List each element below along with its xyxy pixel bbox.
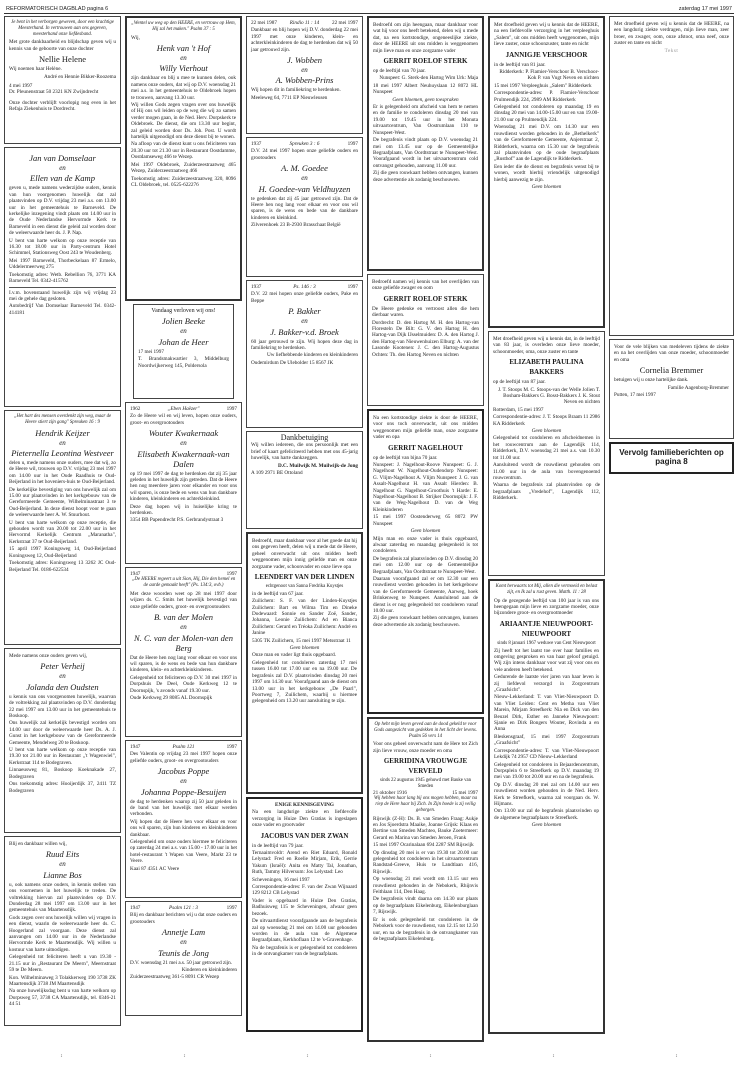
ad-text: De uitvaartdienst voorafgaande aan de begrafenis zal op woensdag 21 mei om 14.00 uur gehouden worden in de aula van de Algemene Begraafplaats, Kerkhoflaan 12 te 's-Gravenhage. bbox=[252, 918, 357, 944]
ad-text: Op dinsdag 20 mei is er van 19.30 tot 20.00 uur gelegenheid tot condoleren in het uitvaartcentrum Randstad-Greeve, Huis te Landtlaan 416, Rijswijk. bbox=[373, 849, 478, 875]
ad-shop: Autobedrijf Van Domselaar Barneveld Tel. 0342-414181 bbox=[9, 303, 116, 316]
ad-text: Na een langdurige ziekte en liefdevolle verzorging in Huize Den Gratias is ingeslapen onze vader en grootvader bbox=[252, 809, 357, 829]
ad-obituary-bakkers bbox=[488, 331, 605, 576]
ad-name: Elisabeth Kwakernaak-van Dalen bbox=[137, 448, 230, 469]
year-start: 1947 bbox=[130, 571, 141, 577]
ad-address: Linnaeusweg 81, Boskoop Koeknakade 27, Bodegraven bbox=[9, 767, 116, 780]
ad-text: De Heere gedenke en vertroost allen die hem dierbaar waren. bbox=[372, 305, 479, 319]
ad-address: Kaai 87 4351 AC Veere bbox=[130, 865, 180, 872]
ad-address: Oude Kerkweg 29 8085 AL Doornspijk bbox=[130, 695, 213, 702]
ad-note: Geen bloemen bbox=[531, 822, 562, 829]
ad-name: P. Bakker bbox=[288, 306, 321, 317]
ad-name: Teunis de Jong bbox=[158, 947, 209, 958]
ad-text: Met droefheid geven wij u kennis dat de HEERE, na een liefdevolle verzorging in het verpleeghuis „Salem", uit ons midden heeft weggenomen, mijn lieve zuster, onze schoonzuster, tante en nicht bbox=[494, 22, 599, 48]
ad-obituary-verschoor bbox=[488, 16, 605, 328]
ad-text: Wij willen iedereen, die ons persoonlijk met een brief of kaart gefeliciteerd hebben met ons 45-jarig huwelijk, van harte dankzeggen. bbox=[251, 442, 358, 462]
ad-family: J. T. Stoops M. C. Stoops-van der Welle Jolien T. Bosham-Bakkers G. Bosst-Bakkers J. K. Stout Neven en nichten bbox=[498, 386, 600, 406]
ad-name: Ruud Eits bbox=[45, 849, 80, 860]
deceased-name: JACOBUS VAN DER ZWAN bbox=[260, 831, 349, 840]
verse: Spreuken 3 : 6 bbox=[289, 141, 320, 147]
registration-mark: ↕ bbox=[552, 1054, 555, 1059]
ad-continued bbox=[609, 16, 734, 336]
ad-family: Rijswijk (Z-H): Ds. B. van Smeden Fraag: Aukje en Jos Sjoerdstra Maaike, Joanne Grijsk: Klaas en Bertine van Smeden Machteo, Bauke Zoetermeer: Gerard en Marina van Smeden Jeroen, Frank bbox=[373, 815, 478, 841]
ad-address: Zuiderzeestraatweg 361-5 8091 CR Wezep bbox=[130, 974, 220, 981]
ad-text: Gelegenheid tot condoleren zaterdag 17 mei tussen 16.00 tot 17.00 uur en na 19.00 uur. De begrafenis zal D.V. plaatsvinden dinsdag 20 mei 1997 om 14.30 uur. Voorafgaand aan de dienst om 13.00 uur in het kerkgebouw „De Paarl", Poortweg 7, Zuilichem, waarbij u hiermee gelegenheid om 13.20 uur aansluiting te zijn. bbox=[252, 659, 357, 705]
ad-text: Op de gezegende leeftijd van 100 jaar is van ons heengegaan mijn lieve en zorgzame moeder, onze bijzondere groot- en overgrootmoeder bbox=[494, 597, 599, 617]
ad-text: Gelegenheid om onze ouders hiermee te feliciteren op zaterdag 24 mei a.s. van 15.00 - 17.00 uur in het hotel-restaurant 't Wapen van Veere, Markt 23 te Veere. bbox=[130, 839, 237, 865]
ad-text: U bent van harte welkom op onze receptie van 19.30 tot 21.00 uur in Restaurant „'t Wagenwiel", Kerkstraat 114 te Bodegraven. bbox=[9, 747, 116, 766]
ad-text: Wij, bbox=[131, 34, 140, 41]
ad-obituary-verveld bbox=[367, 717, 484, 1042]
ad-address: Correspondentie-adres: T. van Vliet-Nieuwpoort Lekdijk 74 2957 CD Nieuw-Lekkerland bbox=[494, 747, 599, 761]
ad-anniversary-goedee: 1937 Spreuken 3 : 6 1997 D.V. 24 mei 1997 hopen onze geliefde ouders en grootouders A. M. Goedee en H. Goedee-van Veldhuyzen te gedenken dat zij 45 jaar getrouwd zijn. Dat de Heere hen nog lang voor elkaar en voor ons wil sparen, is de wens en bede van de dankbare kinderen en kleinkind. Zilverenhoek 23 B-2930 Brasschaat België bbox=[246, 137, 363, 277]
ad-name: Henk van 't Hof bbox=[156, 43, 211, 53]
ad-text: Na een kortstondige ziekte is door de HEERE, voor ons toch onverwacht, uit ons midden weggenomen mijn geliefde man, onze zorgzame vader en opa bbox=[373, 415, 478, 441]
ad-date: 5305 TK Zuilichem, 15 mei 1997 Metsstraat 11 bbox=[252, 637, 351, 644]
ad-text: De kerkelijke bevestiging van ons huwelijk zal om 15.00 uur plaatsvinden in het kerkgebouw van de Gereformeerde Gemeente, Wilhelminastraat 3 te Oud-Beijerland. In deze dienst hoopt voor te gaan de weleerwaarde heer A. W. Stuurhout. bbox=[9, 486, 116, 519]
ad-family: Nieuw-Lekkerland: T. van Vliet-Nieuwpoort D. van Vliet Leiden: Cent en Metha van Vliet Marein, Mirjam Streefkerk: Nia en Dick van den Beuzel Dirk, Esther en Janneke Nieuwpoort: Sjanie en Dirk Bongers Wouter, Rovinda a en Anna bbox=[494, 694, 599, 733]
ad-text: Met grote dankbaarheid en blijdschap geven wij u kennis van de geboorte van onze dochter bbox=[9, 39, 116, 52]
ad-anniversary-bakker: 1937 Ps. 146 : 3 1997 D.V. 22 mei hopen onze geliefde ouders, Pake en Beppe P. Bakker en J. Bakker-v.d. Broek 60 jaar getrouwd te zijn. Wij hopen deze dag in familiekring te herdenken. Uw liefhebbende kinderen en kleinkinderen Oudemirdum De Ulebolder 15 8567 JK bbox=[246, 280, 363, 428]
ad-text: 60 jaar getrouwd te zijn. Wij hopen deze dag in familiekring te herdenken. bbox=[251, 338, 358, 352]
ad-family: Nunspeet: J. Nagelhout-Roove Nunspeet: G. J. Nagelhout W. Nagelhout-Oudendorp Nunspeet: G. Vlijm-Nagelhout A. Vlijm Nunspeet: J. G. van Assalt-Nagelhout H. van Assalt Hierden: B. Nagelhout G. Nagelhout-Groothuis 't Harde: E. Nagelhout-Nagelhout B. Strijker Doornspijk: J. F. van de Weg-Nagelhout D. van de Weg Kleinkinderen bbox=[373, 462, 478, 513]
ad-text: Gelegenheid tot condoleren in Bejaardencentrum, Dorpsplein 6 te Streefkerk op D.V. maandag 19 mei van 19.00 tot 20.00 uur en na de begrafenis. bbox=[494, 761, 599, 781]
ad-signature: Kinderen en kleinkinderen bbox=[181, 967, 237, 974]
ad-text: De begrafenis zal plaatsvinden op D.V. dinsdag 20 mei om 12.00 uur op de Gemeentelijke Begraafplaats, Van Oordtstraat te Nunspeet-West. bbox=[373, 555, 478, 575]
deceased-name: ARIAANTJE NIEUWPOORT-NIEUWPOORT bbox=[499, 619, 594, 638]
ad-obituary-nieuwpoort bbox=[488, 579, 605, 1034]
ad-text: Aansluitend wordt de rouwdienst gehouden om 11.00 uur in de aula van bovengenoemd rouwcentrum. bbox=[493, 462, 600, 481]
ad-obituary-sterk bbox=[367, 16, 484, 271]
ad-age: op de leeftijd van 70 jaar. bbox=[373, 68, 426, 75]
ad-address: Correspondentie-adres: P. Flamier-Verschoor Prulmendijk 224, 2989 AM Ridderkerk bbox=[494, 90, 599, 103]
ad-text: Na de begrafenis is er gelegenheid tot condoleren in de ontvangkamer van de begraafplaats. bbox=[252, 944, 357, 958]
ad-name: A. Wobben-Prins bbox=[275, 75, 334, 86]
ad-name: Jolien Beeke bbox=[161, 316, 206, 327]
registration-mark: ↕ bbox=[183, 1054, 186, 1059]
ad-signature: Uw liefhebbende kinderen en kleinkinderen bbox=[266, 352, 358, 359]
registration-marks bbox=[0, 1054, 738, 1064]
deceased-name: JANNIGJE VERSCHOOR bbox=[505, 50, 588, 59]
ad-text: u, ook namens onze ouders, in kennis stellen van ons voornemen in het huwelijk te treden. De voltrekking hiervan zal plaatsvinden op D.V. Donderdag 28 mei 1997 om 13.00 uur in het gemeentehuis van Maartensdijk. bbox=[9, 881, 116, 914]
ad-subtitle: sinds 22 augustus 1945 gehuwd met Bauke van Smeden bbox=[380, 778, 471, 789]
verse: Psalm 121 bbox=[172, 744, 195, 750]
ad-text: Op D.V. dinsdag 20 mei zal om 14.00 uur een rouwdienst worden gehouden in de Ned. Herv. Kerk te Streefkerk, waarna zal voorgaan ds. W. Hijmans. bbox=[494, 781, 599, 807]
date-end: 22 mei 1997 bbox=[332, 20, 358, 26]
verse: „Wentel uw weg op den HEERE, en vertrouw op Hem, Hij zal het maken." Psalm 37 : 5 bbox=[131, 21, 236, 32]
ad-name: Annetje Lam bbox=[161, 927, 206, 938]
ad-age: op de leeftijd van 87 jaar. bbox=[493, 379, 546, 386]
year-start: 1947 bbox=[130, 744, 141, 750]
ad-signature: Familie Aagenborg-Bremmer bbox=[667, 384, 729, 391]
ad-text: Met droefheid geven wij u kennis dat de HEERE, na een langdurig ziekte verdragen, mijn lieve man, zeer broer, en zwager, oom, onze afstoot, oma neef, onze zuster en tante en nicht bbox=[614, 21, 729, 47]
ad-date: Putten, 17 mei 1997 bbox=[614, 392, 656, 399]
continued-notice bbox=[609, 442, 734, 474]
ad-note: Geen bloemen bbox=[531, 183, 562, 190]
deceased-name: GERRIDINA VROUWGJE VERVELD bbox=[383, 757, 468, 776]
header-right: zaterdag 17 mei 1997 bbox=[678, 5, 732, 12]
ad-text: Mede namens onze ouders geven wij, bbox=[9, 653, 88, 659]
ad-note: Geen bloemen, geen toespraken bbox=[392, 96, 459, 103]
verse: Wij hebben haar lang bij ons mogen hebben, maar na riep de Here haar bij Zich. In Zijn hoede is zij veilig geborgen. bbox=[373, 796, 478, 813]
ad-address: Meeleweg 64, 7711 EP Nieuwleusen bbox=[251, 94, 328, 101]
ad-date: Scheveningen, 16 mei 1997 bbox=[252, 876, 310, 883]
deceased-name: GERRIT ROELOF STERK bbox=[383, 294, 468, 303]
ad-text: Zij die geen rouwkaart hebben ontvangen, kunnen deze advertentie als zodanig beschouwen. bbox=[373, 170, 478, 183]
verse: Je bent in het verborgen geweven, door een krachtige Meesterhand. In vertrouwen aan ons gegeven, meesterhand onze liefdesband. bbox=[11, 20, 114, 37]
ad-name: Peter Verheij bbox=[40, 661, 85, 672]
ad-address: 3354 BB Papendrecht P.S. Gerbrandystraat 3 bbox=[130, 517, 224, 524]
ad-text: Voor ons geheel onverwacht nam de Here tot Zich zijn lieve vrouw, onze moeder en oma bbox=[373, 741, 478, 754]
year-start: 1962 bbox=[130, 406, 141, 412]
deceased-name: ELIZABETH PAULINA BAKKERS bbox=[509, 358, 584, 377]
ad-title: ENIGE KENNISGEVING bbox=[275, 802, 334, 808]
ad-text: Woensdag 21 mei D.V. om 14.30 uur een rouwdienst worden gehouden in de „Bethelkerk" van de Gereformeerde Gemeente, Anjerstraat 2, Ridderkerk, waarna om 15.30 uur de begrafenis zal plaatsvinden op de oude begraafplaats „Rusthof" aan de Lagendijk te Ridderkerk. bbox=[494, 124, 599, 163]
ad-anniversary-molen: 1947 1997 „De HEERE regeert u uit Sion, Hij, Die den hemel en de aarde gemaakt heeft" (Ps. 134:3, ovb.) Met deze woorden weet op 28 mei 1997 door wijzen ds. C. Smits het huwelijk bevestigd van onze geliefde ouders, groot- en overgrootouders B. van der Molen en N. C. van der Molen-van den Berg Dat de Heere hen nog lang voor elkaar en voor ons wil sparen, is de wens en bede van hun dankbare kinderen, klein- en achterkleinkinderen. Gelegenheid tot feliciteren op D.V. 30 mei 1997 in Dorpshuis De Deel, Oude Kerkweg 12 te Doornspijk, 's avonds vanaf 19.30 uur. Oude Kerkweg 29 8085 AL Doornspijk bbox=[125, 567, 242, 737]
date-end: 1997 bbox=[347, 141, 358, 147]
date-end: 1997 bbox=[347, 284, 358, 290]
ad-text: Gedurende de laatste vier jaren van haar leven is zij liefdevol verzorgd in Zorgcentrum „Graafsicht". bbox=[494, 674, 599, 694]
verse: Psalm 121 : 3 bbox=[169, 905, 198, 911]
ad-text: Vandaag verloven wij ons! bbox=[151, 308, 216, 314]
ad-address: A 109 2971 BE Ottoland bbox=[251, 470, 303, 477]
birth-date: 21 oktober 1916 bbox=[373, 789, 408, 796]
ad-name: Jan van Domselaar bbox=[29, 153, 96, 163]
ad-address: Kon. Wilhelminaweg 3 Tolakkerweg 190 3738 ZK Maartensdijk 3738 JM Maartensdijk bbox=[9, 974, 116, 987]
ad-text: I.v.m. bovenstaand huwelijk zijn wij vrijdag 23 mei de gehele dag gesloten. bbox=[9, 289, 116, 302]
ad-text: Onze dochter verblijft voorlopig nog even in het Refaja Ziekenhuis te Dordrecht. bbox=[9, 99, 116, 113]
ad-text: D.V. 24 mei 1997 hopen onze geliefde ouders en grootouders bbox=[251, 148, 358, 161]
ad-text: Wij hopen dit in familiekring te herdenken. bbox=[251, 87, 341, 94]
ad-text: Des Valentin op vrijdag 23 mei 1997 hopen onze geliefde ouders, groot- en overgrootouders bbox=[130, 751, 237, 764]
ad-text: D.V. woensdag 21 mei a.s. 50 jaar getrouwd zijn. bbox=[130, 959, 233, 966]
ad-address: Toekomstig adres: Koningsweg 13 3262 JC Oud-Beijerland Tel. 0186-622534 bbox=[9, 560, 116, 573]
ad-name: Willy Vierhout bbox=[159, 63, 208, 74]
verse: „Het hart des mensen overdenkt zijn weg, maar de Heere stiert zijn gang" Spreuken 16 : 9 bbox=[13, 414, 112, 425]
ad-text: Na onze huwelijksdag bent u van harte welkom op Dorpsweg 57, 3738 CA Maartensdijk, tel. 0346-21 44 51 bbox=[9, 988, 116, 1008]
ad-text: Wij hopen dat de Heere hen voor elkaar en voor ons wil sparen, zijn hun kinderen en kleinkinderen dankbaar. bbox=[130, 818, 237, 838]
ad-text: Blij en dankbaar berichten wij u dat onze ouders en grootouders bbox=[130, 912, 237, 925]
ad-wedding-keijzer: „Het hart des mensen overdenkt zijn weg, maar de Heere stiert zijn gang" Spreuken 16 : 9 Hendrik Keijzer en Pieternella Leontina Westveer delen u, mede namens onze ouders, mee dat wij, zo de Heere wil, trouwen op D.V. vrijdag 23 mei 1997 om 14.00 uur in het Oude Raadhuis te Oud-Beijerland in het hoveniers-huis te Oud-Beijerland. De kerkelijke bevestiging van ons huwelijk zal om 15.00 uur plaatsvinden in het kerkgebouw van de Gereformeerde Gemeente, Wilhelminastraat 3 te Oud-Beijerland. In deze dienst hoopt voor te gaan de weleerwaarde heer A. W. Stuurhout. U bent van harte welkom op onze receptie, die gehouden wordt van 20.00 tot 22.00 uur in het Hervormd Kerkelijk Centrum „Maranatha", Kerkstraat 37 te Oud-Beijerland. 15 april 1997 Koningsweg 14, Oud-Beijerland Koningsweg 12, Oud-Beijerland Toekomstig adres: Koningsweg 13 3262 JC Oud-Beijerland Tel. 0186-622534 bbox=[4, 410, 121, 645]
ad-family: Ternaaimvoldr: Arend en Riet Eduard, Ronald Lelystad: Fred en Roelie Mirjam, Erik, Gerrie Yakum (Israël): Anita en Matty Tal, Jonathan, Ruth, Tammy Hilversum: Jos Lelystad: Leo bbox=[252, 850, 357, 876]
ad-parents: André en Hennie Bikker-Roozema bbox=[43, 73, 116, 80]
ad-date: 4 mei 1997 bbox=[9, 83, 33, 90]
ad-anniversary-wobben: 22 mei 1987 Rindio 11 : 14 22 mei 1997 Dankbaar en blij hopen wij D.V. donderdag 22 mei 1997 met onze kinderen, klein- en achterkleinkinderen de dag te herdenken dat wij 50 jaar getrouwd zijn. J. Wobben en A. Wobben-Prins Wij hopen dit in familiekring te herdenken. Meeleweg 64, 7711 EP Nieuwleusen bbox=[246, 16, 363, 134]
ad-text: zijn dankbaar en blij u mee te kunnen delen, ook namens onze ouders, dat wij op D.V. woensdag 21 mei a.s. in het gemeentehuis te Oldebroek hopen te trouwen, aanvang 13.30 uur. bbox=[131, 75, 236, 101]
ad-text: de dag te herdenken waarop zij 50 jaar geleden in de band van het huwelijk met elkaar werden verbonden. bbox=[130, 798, 237, 818]
ad-name: Johanna Poppe-Besuijen bbox=[140, 786, 227, 797]
ad-wedding-eits: Blij en dankbaar willen wij, Ruud Eits en Lianne Bos u, ook namens onze ouders, in kennis stellen van ons voornemen in het huwelijk te treden. De voltrekking hiervan zal plaatsvinden op D.V. Donderdag 28 mei 1997 om 13.00 uur in het gemeentehuis van Maartensdijk. Gods zegen over ons huwelijk willen wij vragen in een dienst, waarin de weleerwaarde heer ds. C. Hoogerland zal voorgaan. Deze dienst zal aanvangen om 14.00 uur in de Nederlandse Hervormde Kerk te Maartensdijk. Wij willen u kostuur van harte uitnodigen. Gelegenheid tot feliciteren heeft u van 19.30 - 21.15 uur in „Restaurant De Meern", Meernstraat 59 te De Meern. Kon. Wilhelminaweg 3 Tolakkerweg 190 3738 ZK Maartensdijk 3738 JM Maartensdijk Na onze huwelijksdag bent u van harte welkom op Dorpsweg 57, 3738 CA Maartensdijk, tel. 0346-21 44 51 bbox=[4, 836, 121, 1026]
verse: Rindio 11 : 14 bbox=[289, 20, 320, 26]
ad-text: op 19 mei 1997 de dag te herdenken dat zij 35 jaar geleden in het huwelijk zijn getreden. Dat de Heere hen nog meerdere jaren voor elkander en voor ons wil sparen, is onze bede en wens van hun dankbare kinderen, kleinkinderen en achterkleinkind. bbox=[130, 470, 237, 503]
ad-text: Ons huwelijk zal kerkelijk bevestigd worden om 14.00 uur door de weleerwaarde heer Ds. A. J. Gunst in het kerkgebouw van de Gereformeerde Gemeente, Mendelweg 20 te Boskoop. bbox=[9, 720, 116, 746]
ad-anniversary-poppe: 1947 Psalm 121 1997 Des Valentin op vrijdag 23 mei 1997 hopen onze geliefde ouders, groot- en overgrootouders Jacobus Poppe en Johanna Poppe-Besuijen de dag te herdenken waarop zij 50 jaar geleden in de band van het huwelijk met elkaar werden verbonden. Wij hopen dat de Heere hen voor elkaar en voor ons wil sparen, zijn hun kinderen en kleinkinderen dankbaar. Gelegenheid om onze ouders hiermee te feliciteren op zaterdag 24 mei a.s. van 15.00 - 17.00 uur in het hotel-restaurant 't Wapen van Veere, Markt 23 te Veere. Kaai 87 4351 AC Veere bbox=[125, 740, 242, 898]
ad-text: Met droefheid geven wij u kennis dat, in de leeftijd van 83 jaar, is overleden onze lieve moeder, schoonmoeder, oma, onze zuster en tante bbox=[493, 336, 600, 355]
ad-name: Cornelia Bremmer bbox=[639, 365, 704, 376]
ad-thanks-bremmer bbox=[609, 339, 734, 439]
ad-text: Wij willen Gods zegen vragen over ons huwelijk of Hij ons wil leiden op de weg die wij zo samen verder mogen gaan, in de Ned. Herv. Dorpskerk te Oldebroek. De dienst, die om 13.30 uur begint, zal geleid worden door Ds. Joh. Post. U wordt hartelijk uitgenodigd om deze dienst bij te wonen. bbox=[131, 102, 236, 141]
ad-note: Geen bloemen bbox=[289, 645, 320, 652]
ad-text: Een ieder die de dienst en begrafenis wenst bij te wonen, wordt hierbij vriendelijk uitgenodigd hierbij aanwezig te zijn. bbox=[494, 163, 599, 183]
ad-name: J. Wobben bbox=[286, 55, 323, 66]
ad-date: 17 mei 1997 bbox=[138, 348, 164, 355]
registration-mark: ↕ bbox=[60, 1054, 63, 1059]
ad-text: Na afloop van de dienst kunt u ons feliciteren van 20.30 uur tot 21.30 uur in Restaurant Oostdamme, Oostdamseweg 466 te Wezep. bbox=[131, 141, 236, 161]
ad-text: Gelegenheid tot feliciteren op D.V. 30 mei 1997 in Dorpshuis De Deel, Oude Kerkweg 12 te Doornspijk, 's avonds vanaf 19.30 uur. bbox=[130, 674, 237, 694]
header-left: REFORMATORISCH DAGBLAD pagina 6 bbox=[6, 5, 109, 12]
ad-name: Jolanda den Oudsten bbox=[26, 681, 99, 692]
ad-address: Correspondentie-adres: J. T. Stoops Braam 11 2986 KA Ridderkerk bbox=[493, 414, 600, 427]
ad-thanks-muilwijk bbox=[246, 431, 363, 529]
ad-address: T. Brandsmakwartier 3, Middelburg Noordwijkerweg 145, Poldersola bbox=[138, 356, 229, 369]
ad-text: Op woensdag 21 mei wordt om 13.15 uur een rouwdienst gehouden in de Nebokerk, Rhijnvis Feithlaan 114, Den Haag. bbox=[373, 876, 478, 896]
ad-text: Bedroefd, maar dankbaar voor al het goede dat hij ons gegeven heeft, delen wij u mede dat de Heere, geheel onverwacht uit ons midden heeft weggenomen mijn innig geliefde man en onze zorgzame vader, schoonvader en onze lieve opa bbox=[252, 538, 357, 570]
ad-family: Nunspeet: G. Sterk-den Hartog Wim Urk: Maja bbox=[379, 75, 478, 82]
ad-wedding-domselaar: Jan van Domselaar en Ellen van de Kamp geven u, mede namens wederzijdse ouders, kennis van hun voorgenomen huwelijk dat zal plaatsvinden op D.V. vrijdag 23 mei a.s. om 13.00 uur in het gemeentehuis te Barneveld. De kerkelijke inzegening vindt plaats om 14.00 uur in de Oude Nederlandse Hervormde Kerk te Barneveld in een dienst die geleid zal worden door de weleerwaarde heer ds. J. P. Nap. U bent van harte welkom op onze receptie van 16.30 tot 18.00 uur in Party-centrum Hotel Schimmel, Stationsweg Oost 243 te Woudenberg. Mei 1997 Barneveld, Thorbeckelaan 87 Ermelo, Uddelermeerweg 275 Toekomstig adres: Wetb. Rebellion 76, 3771 KA Barneveld Tel. 0342-415762 I.v.m. bovenstaand huwelijk zijn wij vrijdag 23 mei de gehele dag gesloten. Autobedrijf Van Domselaar Barneveld Tel. 0342-414181 bbox=[4, 147, 121, 407]
ad-text: Vader is opgebaard in Huize Den Gratias, Badhuisweg 115 te Scheveningen, afwaar geen bezoek. bbox=[252, 897, 357, 917]
ad-text: D.V. 22 mei hopen onze geliefde ouders, Pake en Beppe bbox=[251, 291, 358, 304]
ad-note: Geen bloemen bbox=[531, 428, 562, 435]
ad-address: Ons toekomstig adres: Hooijerdijk 37, 2411 TZ Bodegraven bbox=[9, 781, 116, 794]
ad-date: 15 mei 1997 Ocarinalaan 694 2287 SM Rijswijk bbox=[373, 842, 474, 849]
ad-text: Wij noemen haar Helène. bbox=[9, 66, 62, 73]
column-5 bbox=[488, 16, 605, 1034]
ad-name: Johan de Heer bbox=[158, 336, 209, 347]
year-end: 1997 bbox=[226, 571, 237, 577]
ad-address: Toekomstig adres: Wetb. Rebellion 76, 3771 KA Barneveld Tel. 0342-415762 bbox=[9, 271, 116, 285]
ad-text: delen u, mede namens onze ouders, mee dat wij, zo de Heere wil, trouwen op D.V. vrijdag 23 mei 1997 om 14.00 uur in het Oude Raadhuis te Oud-Beijerland in het hoveniers-huis te Oud-Beijerland. bbox=[9, 460, 116, 486]
ad-age: in de leeftijd van 81 jaar. bbox=[494, 61, 546, 68]
registration-mark: ↕ bbox=[306, 1054, 309, 1059]
verse: Op hebt mijn leven geved aan de dood gekeld te voor Gods aangezicht van gedekken in het licht der levens. Psalm 56 vers 14 bbox=[374, 722, 477, 739]
ad-address: 15 april 1997 Koningsweg 14, Oud-Beijerland Koningsweg 12, Oud-Beijerland bbox=[9, 546, 116, 559]
year-end: 1997 bbox=[226, 905, 237, 911]
deceased-name: GERRIT NAGELHOUT bbox=[388, 443, 463, 452]
ad-text: Er is ook gelegenheid tot condoleren in de Nebokerk voor de rouwdienst, van 12.15 tot 12.50 uur, en na de begrafenis in de ontvangkamer van de begraafplaats Eikelenburg. bbox=[373, 916, 478, 942]
ad-text: Zij die geen rouwkaart hebben ontvangen, kunnen deze advertentie als zodanig beschouwen. bbox=[373, 615, 478, 628]
ad-name: N. C. van der Molen-van den Berg bbox=[134, 632, 233, 653]
ad-address: Mei 1997 Barneveld, Thorbeckelaan 87 Ermelo, Uddelermeerweg 275 bbox=[9, 257, 116, 271]
ad-date: 18 mei 1997 Albert Neuhuyslaan 12 8072 HL Nunspeet bbox=[373, 82, 478, 96]
ad-text: Tekst bbox=[664, 47, 679, 54]
column-1 bbox=[4, 16, 121, 1026]
date-start: 22 mei 1987 bbox=[251, 20, 277, 26]
ad-name: J. Bakker-v.d. Broek bbox=[270, 326, 339, 337]
year-end: 1997 bbox=[226, 406, 237, 412]
ad-text: Om 13.00 uur zal de begrafenis plaatsvinden op de algemene begraafplaats te Streefkerk. bbox=[494, 808, 599, 821]
deceased-name: GERRIT ROELOF STERK bbox=[383, 57, 468, 66]
column-6 bbox=[609, 16, 734, 474]
death-date: 15 mei 1997 bbox=[452, 789, 478, 796]
continued-text: Vervolg familieberichten op pagina 8 bbox=[619, 448, 724, 466]
page-header bbox=[4, 4, 734, 14]
ad-text: Waarna de begrafenis zal plaatsvinden op de begraafplaats „Vredehof", Lagendijk 112, Ridderkerk. bbox=[493, 482, 600, 502]
ad-text: Gods zegen over ons huwelijk willen wij vragen in een dienst, waarin de weleerwaarde heer ds. C. Hoogerland zal voorgaan. Deze dienst zal aanvangen om 14.00 uur in de Nederlandse Hervormde Kerk te Maartensdijk. Wij willen u kostuur van harte uitnodigen. bbox=[9, 914, 116, 953]
date-start: 1937 bbox=[251, 141, 262, 147]
ad-anniversary-lam: 1947 Psalm 121 : 3 1997 Blij en dankbaar berichten wij u dat onze ouders en grootouders Annetje Lam en Teunis de Jong D.V. woensdag 21 mei a.s. 50 jaar getrouwd zijn. Kinderen en kleinkinderen Zuiderzeestraatweg 361-5 8091 CR Wezep bbox=[125, 901, 242, 1016]
ad-note: Geen bloemen bbox=[410, 528, 441, 535]
ad-text: te gedenken dat zij 45 jaar getrouwd zijn. Dat de Heere hen nog lang voor elkaar en voor ons wil sparen, is de wens en bede van de dankbare kinderen en kleinkind. bbox=[251, 195, 358, 221]
ad-obituary-zwan bbox=[246, 797, 363, 1032]
year-end: 1997 bbox=[226, 744, 237, 750]
ad-obituary-linden bbox=[246, 532, 363, 794]
ad-text: Bedroefd namen wij kennis van het overlijden van onze geliefde zwager en oom bbox=[372, 279, 479, 292]
verse: „De HEERE regeert u uit Sion, Hij, Die den hemel en de aarde gemaakt heeft" (Ps. 134:3, ovb.) bbox=[131, 577, 236, 589]
ad-address: Oudemirdum De Ulebolder 15 8567 JK bbox=[251, 359, 334, 366]
ad-text: Er is gelegenheid om afscheid van hem te nemen en de familie te condoleren dinsdag 20 mei van 19.00 tot 19.45 uur in het Monuta uitvaartcentrum, Van Oostrumlaan 110 te Nunspeet-West. bbox=[373, 104, 478, 136]
ad-text: Bedroefd om zijn heengaan, maar dankbaar voor wat hij voor ons heeft betekend, delen wij u mede dat, na een kortstondige, ongeneeslijke ziekte, door de HEERE uit ons midden is weggenomen mijn lieve man en onze zorgzame vader bbox=[373, 22, 478, 54]
deceased-name: LEENDERT VAN DER LINDEN bbox=[254, 573, 355, 582]
ad-date: 15 mei 1997 Oostenderweg 65 8072 PW Nunspeet bbox=[373, 514, 478, 527]
ad-text: u kennis van ons voorgenomen huwelijk, waarvan de voltrekking zal plaatsvinden op D.V. donderdag 22 mei 1997 om 13.00 uur in het gemeentehuis te Boskoop. bbox=[9, 693, 116, 720]
ad-family: Zuilichem: S. F. van der Linden-Kuystjes Zuilichem: Bart en Wilma Tim en Dineke Dodewaard: Sonnie en Sander Zoë, Sander, Johanna, Leonie Zuilichem: Ad en Bianca Zuilichem: Gerard en Tréoka Zuilichem: André en Janine bbox=[252, 598, 357, 637]
ad-text: Zij heeft tot het laatst toe over haar families en omgeving gesproken en van haar geloof getuigd. Wij zijn intens dankbaar voor wat zij voor ons en vele anderen heeft betekend. bbox=[494, 647, 599, 673]
ad-name: Wouter Kwakernaak bbox=[148, 428, 219, 439]
ad-text: Dat de Heere hen nog lang voor elkaar en voor ons wil sparen, is de wens en bede van hun dankbare kinderen, klein- en achterkleinkinderen. bbox=[130, 654, 237, 674]
year-start: 1947 bbox=[130, 905, 141, 911]
ad-address: Correspondentie-adres: F. van der Zwan Wijnaard 129 8212 CB Lelystad bbox=[252, 884, 357, 897]
ad-text: Dankbaar en blij hopen wij D.V. donderdag 22 mei 1997 met onze kinderen, klein- en achterkleinkinderen de dag te herdenken dat wij 50 jaar getrouwd zijn. bbox=[251, 27, 358, 53]
ad-text: De begrafenis vindt plaats op D.V. woensdag 21 mei om 13.45 uur op de Gemeentelijke Begraafplaats, Van Oordtstraat te Nunspeet-West. Voorafgaand wordt in het uitvaartcentrum cold ontvangst gehouden, aanvang 11.00 uur. bbox=[373, 137, 478, 169]
ad-birth-nellie bbox=[4, 16, 121, 144]
ad-text: geven u, mede namens wederzijdse ouders, kennis van hun voorgenomen huwelijk dat zal plaatsvinden op D.V. vrijdag 23 mei a.s. om 13.00 uur in het gemeentehuis te Barneveld. De kerkelijke inzegening vindt plaats om 14.00 uur in de Oude Nederlandse Hervormde Kerk te Barneveld in een dienst die geleid zal worden door de weleerwaarde heer ds. J. P. Nap. bbox=[9, 185, 116, 237]
ad-title: Dankbetuiging bbox=[280, 433, 329, 442]
registration-mark: ↕ bbox=[429, 1054, 432, 1059]
ad-date: Rotterdam, 15 mei 1997 bbox=[493, 406, 544, 413]
column-4 bbox=[367, 16, 484, 1042]
ad-text: Blij en dankbaar willen wij, bbox=[9, 841, 67, 847]
ad-address: Mei 1997 Oldebroek, Zuiderzeestraatweg 465 Wezep, Zuiderzeestraatweg 466 bbox=[131, 161, 236, 175]
ad-text: betuigen wij u onze hartelijke dank. bbox=[614, 377, 689, 384]
ad-text: U bent van harte welkom op onze receptie van 16.30 tot 18.00 uur in Party-centrum Hotel Schimmel, Stationsweg Oost 243 te Woudenberg. bbox=[9, 237, 116, 257]
ad-age: op de leeftijd van bijna 70 jaar. bbox=[373, 454, 438, 461]
column-2 bbox=[125, 16, 242, 1016]
ad-name: Jacobus Poppe bbox=[157, 766, 210, 777]
ad-signature: D.C. Muilwijk M. Muilwijk-de Jong bbox=[278, 462, 358, 469]
ad-wedding-hof: „Wentel uw weg op den HEERE, en vertrouw op Hem, Hij zal het maken." Psalm 37 : 5 Wij, Henk van 't Hof en Willy Vierhout zijn dankbaar en blij u mee te kunnen delen, ook namens onze ouders, dat wij op D.V. woensdag 21 mei a.s. in het gemeentehuis te Oldebroek hopen te trouwen, aanvang 13.30 uur. Wij willen Gods zegen vragen over ons huwelijk of Hij ons wil leiden op de weg die wij zo samen verder mogen gaan, in de Ned. Herv. Dorpskerk te Oldebroek. De dienst, die om 13.30 uur begint, zal geleid worden door Ds. Joh. Post. U wordt hartelijk uitgenodigd om deze dienst bij te wonen. Na afloop van de dienst kunt u ons feliciteren van 20.30 uur tot 21.30 uur in Restaurant Oostdamme, Oostdamseweg 466 te Wezep. Mei 1997 Oldebroek, Zuiderzeestraatweg 465 Wezep, Zuiderzeestraatweg 466 Toekomstig adres: Zuiderzeestraatweg 320, 8096 CL Oldebroek, tel. 0525-622276 bbox=[125, 16, 242, 301]
ad-text: Gelegenheid tot feliciteren heeft u van 19.30 - 21.15 uur in „Restaurant De Meern", Meernstraat 59 te De Meern. bbox=[9, 954, 116, 974]
ad-name: Lianne Bos bbox=[43, 869, 82, 880]
ad-name: Ellen van de Kamp bbox=[30, 173, 95, 184]
ad-name: H. Goedee-van Veldhuyzen bbox=[258, 183, 351, 194]
ad-name: Nellie Helene bbox=[39, 54, 86, 65]
ad-text: Zo de Heere wil en wij leven, hopen onze ouders, groot- en overgrootouders bbox=[130, 413, 237, 426]
ad-address: Dr. Pleunenstraat 50 2321 KN Zwijndrecht bbox=[9, 89, 99, 96]
registration-mark: ↕ bbox=[675, 1054, 678, 1059]
ad-name: A. M. Goedee bbox=[281, 163, 328, 174]
ad-obituary-sterk-family bbox=[367, 274, 484, 406]
ad-text: Voor de vele blijken van medeleven tijdens de ziekte en na het overlijden van onze moeder, schoonmoeder en oma bbox=[614, 344, 729, 363]
ad-wedding-verheij: Mede namens onze ouders geven wij, Peter Verheij en Jolanda den Oudsten u kennis van ons voorgenomen huwelijk, waarvan de voltrekking zal plaatsvinden op D.V. donderdag 22 mei 1997 om 13.00 uur in het gemeentehuis te Boskoop. Ons huwelijk zal kerkelijk bevestigd worden om 14.00 uur door de weleerwaarde heer Ds. A. J. Gunst in het kerkgebouw van de Gereformeerde Gemeente, Mendelweg 20 te Boskoop. U bent van harte welkom op onze receptie van 19.30 tot 21.00 uur in Restaurant „'t Wagenwiel", Kerkstraat 114 te Bodegraven. Linnaeusweg 81, Boskoop Koeknakade 27, Bodegraven Ons toekomstig adres: Hooijerdijk 37, 2411 TZ Bodegraven bbox=[4, 648, 121, 833]
ad-text: Met deze woorden weet op 28 mei 1997 door wijzen ds. C. Smits het huwelijk bevestigd van onze geliefde ouders, groot- en overgrootouders bbox=[130, 591, 237, 610]
verse: Komt herwaarts tot Mij, allen die vermoeid en belast zijt, en Ik zal u rust geven. Matth. 11 : 28 bbox=[495, 584, 598, 595]
ad-text: Gelegenheid tot condoleren op maandag 19 en dinsdag 20 mei van 14.00-15.00 uur en van 19.00-21.00 uur op Prulmendijk 224. bbox=[494, 104, 599, 123]
ad-address: Toekomstig adres: Zuiderzeestraatweg 320, 8096 CL Oldebroek, tel. 0525-622276 bbox=[131, 175, 236, 188]
ad-name: Pieternella Leontina Westveer bbox=[11, 448, 114, 458]
ad-date: 15 mei 1997 Verpleeghuis „Salem" Ridderkerk bbox=[494, 82, 592, 89]
ad-text: U bent van harte welkom op onze receptie, die gehouden wordt van 20.00 tot 22.00 uur in het Hervormd Kerkelijk Centrum „Maranatha", Kerkstraat 37 te Oud-Beijerland. bbox=[9, 519, 116, 545]
ad-address: Zilverenhoek 23 B-2930 Brasschaat België bbox=[251, 222, 341, 229]
ad-text: Onze man en vader ligt thuis opgebaard. bbox=[252, 652, 336, 659]
ad-subtitle: sinds 8 januari 1967 weduwe van Cent Nieuwpoort bbox=[497, 640, 596, 646]
ad-age: in de leeftijd van 79 jaar. bbox=[252, 842, 304, 849]
ad-engagement-beeke: Vandaag verloven wij ons! Jolien Beeke en Johan de Heer 17 mei 1997 T. Brandsmakwartier 3, Middelburg Noordwijkerweg 145, Poldersola bbox=[133, 304, 234, 399]
ad-date: Bleskensgraaf, 15 mei 1997 Zorgcentrum „Graafsicht" bbox=[494, 733, 599, 747]
verse: Ps. 146 : 3 bbox=[293, 284, 316, 290]
ad-text: Daaraan voorafgaand zal er om 12.30 uur een rouwdienst worden gehouden in het kerkgebouw van de Gereformeerde Gemeente, Aarweg, hoek Brinkenweg te Nunspeet. Aansluitend aan de dienst is er nog gelegenheid tot condoleren vanaf 10.00 uur. bbox=[373, 575, 478, 614]
ad-text: Mijn man en onze vader is thuis opgebaard, alwaar zaterdag en maandag gelegenheid is tot condoleren. bbox=[373, 535, 478, 555]
ad-text: Gelegenheid tot condoleren en afscheidnemen in het rouwcentrum aan de Lagendijk 114, Ridderkerk, D.V. woensdag 21 mei a.s. van 10.30 tot 11.00 uur. bbox=[493, 435, 600, 461]
ad-family: Ridderkerk: P. Flamier-Verschoor B. Verschoor-Kok P. van Vugt Neven en nichten bbox=[499, 69, 599, 82]
ad-text: Deze dag hopen wij in huiselijke kring te herdenken. bbox=[130, 503, 237, 517]
ad-family: Dordrecht: D. den Hartog M. H. den Hartog-van Floresteln De Bilt: G. V. den Hartog H. den Hartog-van Dijk IJsselmuiden: D. A. den Hartog J. den Hartog-van Nieuwenhuizen Elburg: A. van der Lasonde Kootenen: J. C. den Hartog-Augustus Ochten: Th. den Hartog Neven en nichten bbox=[372, 319, 479, 358]
ad-obituary-nagelhout bbox=[367, 409, 484, 714]
ad-text: De begrafenis vindt daarna om 14.30 uur plaats op de begraafplaats Eikelenburg, Eikelenburglaan 7, Rijswijk. bbox=[373, 896, 478, 916]
column-3 bbox=[246, 16, 363, 1032]
ad-subtitle: echtgenoot van Sanna Fredrika Kuystjes bbox=[265, 584, 344, 590]
ad-anniversary-kwakernaak: 1962 „Eben Haëzer" 1997 Zo de Heere wil en wij leven, hopen onze ouders, groot- en overgrootouders Wouter Kwakernaak en Elisabeth Kwakernaak-van Dalen op 19 mei 1997 de dag te herdenken dat zij 35 jaar geleden in het huwelijk zijn getreden. Dat de Heere hen nog meerdere jaren voor elkander en voor ons wil sparen, is onze bede en wens van hun dankbare kinderen, kleinkinderen en achterkleinkind. Deze dag hopen wij in huiselijke kring te herdenken. 3354 BB Papendrecht P.S. Gerbrandystraat 3 bbox=[125, 402, 242, 564]
ad-name: B. van der Molen bbox=[153, 612, 213, 623]
date-start: 1937 bbox=[251, 284, 262, 290]
ad-name: Hendrik Keijzer bbox=[35, 427, 90, 438]
ad-age: in de leeftijd van 67 jaar. bbox=[252, 590, 304, 597]
verse: „Eben Haëzer" bbox=[167, 406, 200, 412]
